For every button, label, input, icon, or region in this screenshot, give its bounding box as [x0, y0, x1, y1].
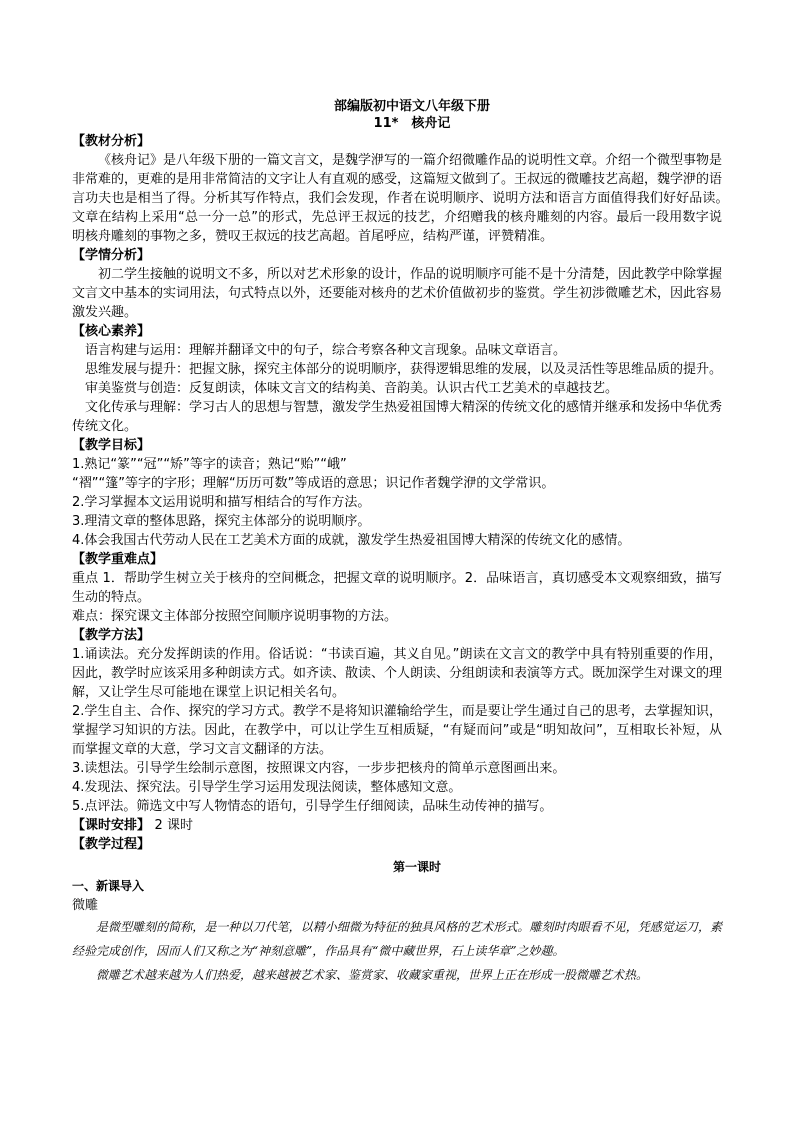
list-item: 语言构建与运用：理解并翻译文中的句子，综合考察各种文言现象。品味文章语言。 — [85, 343, 567, 358]
list-item: 3.读想法。引导学生绘制示意图，按照课文内容，一步步把核舟的简单示意图画出来。 — [72, 761, 566, 776]
paragraph: 微雕艺术越来越为人们热爱，越来越被艺术家、鉴赏家、收藏家重视，世界上正在形成一股微雕艺术热。 — [96, 968, 649, 982]
document-title: 部编版初中语文八年级下册 — [333, 99, 490, 114]
section-heading-textbook-analysis: 【教材分析】 — [72, 134, 151, 149]
list-item: 1.熟记“篆”“冠”“矫”等字的读音；熟记“贻”“峨” — [72, 457, 347, 472]
paragraph: 是微型雕刻的简称，是一种以刀代笔，以精小细微为特征的独具风格的艺术形式。雕刻时肉眼看不见，凭感觉运刀，素经验完成创作，因而人们又称之为“神刻意雕”，作品具有“微中藏世界，石上读华章”之妙趣。 — [72, 920, 722, 958]
schedule-label: 【课时安排】 — [72, 818, 151, 833]
list-item: 2.学习掌握本文运用说明和描写相结合的写作方法。 — [72, 495, 371, 510]
list-item: 1.诵读法。充分发挥朗读的作用。俗话说：“书读百遍，其义自见。”朗读在文言文的教学中具有特别重要的作用，因此，教学时应该采用多种朗读方式。如齐读、散读、个人朗读、分组朗读和表演等方式。既加深学生对课文的理解，又让学生尽可能地在课堂上识记相关名句。 — [72, 647, 723, 700]
part-heading-intro: 一、新课导入 — [72, 879, 145, 893]
paragraph: 初二学生接触的说明文不多，所以对艺术形象的设计，作品的说明顺序可能不是十分清楚，因此教学中除掌握文言文中基本的实词用法，句式特点以外，还要能对核舟的艺术价值做初步的鉴赏。学生初涉微雕艺术，因此容易激发兴趣。 — [72, 267, 723, 320]
list-item: 思维发展与提升：把握文脉，探究主体部分的说明顺序，获得逻辑思维的发展，以及灵活性等思维品质的提升。 — [85, 362, 723, 377]
lesson-subtitle: 11* 核舟记 — [373, 116, 451, 131]
list-item: 难点：探究课文主体部分按照空间顺序说明事物的方法。 — [72, 609, 398, 624]
list-item: 审美鉴赏与创造：反复朗读，体味文言文的结构美、音韵美。认识古代工艺美术的卓越技艺。 — [85, 381, 619, 396]
list-item: “褶”“篷”等字的字形；理解“历历可数”等成语的意思；识记作者魏学洢的文学常识。 — [72, 476, 555, 491]
document-page — [72, 98, 749, 987]
lesson-period-title: 第一课时 — [392, 860, 441, 874]
list-item: 2.学生自主、合作、探究的学习方式。教学不是将知识灌输给学生，而是要让学生通过自己的思考，去掌握知识，掌握学习知识的方法。因此，在教学中，可以让学生互相质疑，“有疑而问”或是“明知故问”，互相取长补短，从而掌握文章的大意，学习文言文翻译的方法。 — [72, 704, 722, 757]
part-subheading: 微雕 — [72, 898, 99, 913]
list-item: 文化传承与理解：学习古人的思想与智慧，激发学生热爱祖国博大精深的传统文化的感情并继承和发扬中华优秀传统文化。 — [72, 400, 723, 434]
list-item: 重点 1．帮助学生树立关于核舟的空间概念，把握文章的说明顺序。2．品味语言，真切感受本文观察细致，描写生动的特点。 — [72, 571, 722, 605]
list-item: 4.发现法、探究法。引导学生学习运用发现法阅读，整体感知文意。 — [72, 780, 462, 795]
schedule-value: 2 课时 — [154, 818, 193, 833]
section-heading-teaching-goals: 【教学目标】 — [72, 438, 151, 453]
paragraph: 《核舟记》是八年级下册的一篇文言文，是魏学洢写的一篇介绍微雕作品的说明性文章。介绍一个微型事物是非常难的，更难的是用非常简洁的文字让人有直观的感受，这篇短文做到了。王叔远的微雕技艺高超，魏学洢的语言功夫也是相当了得。分析其写作特点，我们会发现，作者在说明顺序、说明方法和语言方面值得我们好好品读。 文章在结构上采用“总一分一总”的形式，先总评王叔远的技艺，介绍赠我的核舟雕刻的内容。最后一段用数字说明核舟雕刻的事物之多，赞叹王叔远的技艺高超。首尾呼应，结构严谨，评赞精准。 — [72, 153, 749, 244]
list-item: 5.点评法。筛选文中写人物情态的语句，引导学生仔细阅读，品味生动传神的描写。 — [72, 799, 553, 814]
section-heading-process: 【教学过程】 — [72, 837, 151, 852]
section-heading-student-analysis: 【学情分析】 — [72, 248, 151, 263]
section-heading-key-difficulties: 【教学重难点】 — [72, 552, 164, 567]
list-item: 3.理清文章的整体思路，探究主体部分的说明顺序。 — [72, 514, 371, 529]
section-heading-core-literacy: 【核心素养】 — [72, 324, 151, 339]
list-item: 4.体会我国古代劳动人民在工艺美术方面的成就，激发学生热爱祖国博大精深的传统文化的感情。 — [72, 533, 631, 548]
section-heading-teaching-methods: 【教学方法】 — [72, 628, 151, 643]
section-heading-schedule — [72, 816, 722, 835]
